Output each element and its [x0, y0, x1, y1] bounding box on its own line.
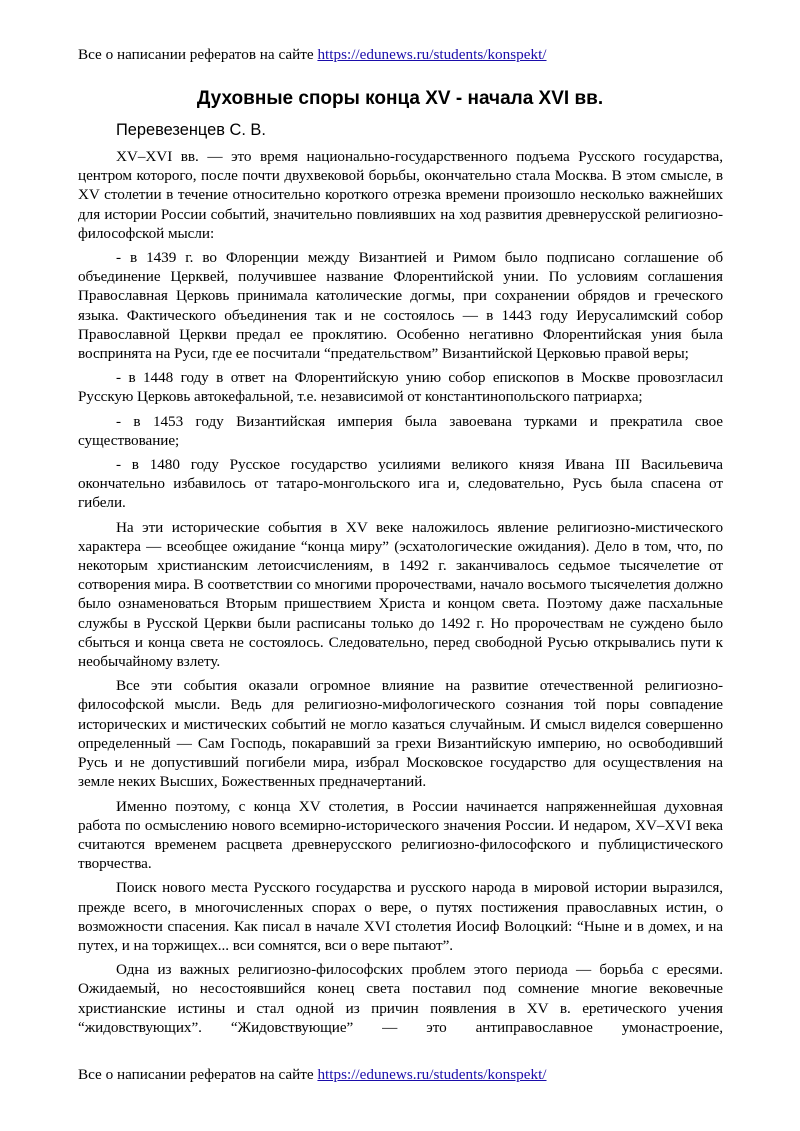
paragraph: Все эти события оказали огромное влияние на развитие отечественной религиозно-философской мысли. Ведь для религиозно-мифологического сознания той поры совпадение исторических и мистических событий не могло казаться случайным. И смысл виделся совершенно определенный — Сам Господь, покаравший за грехи Византийскую империю, но освободивший Русь и не допустивший погибели мира, избрал Московское государство для осуществления на земле неких Высших, Божественных предначертаний.	[78, 677, 723, 791]
header-line	[78, 45, 547, 64]
paragraph: Именно поэтому, с конца XV столетия, в России начинается напряженнейшая духовная работа по осмыслению нового всемирно-исторического значения России. И недаром, XV–XVI века считаются временем расцвета древнерусского религиозно-философского и публицистического творчества.	[78, 797, 723, 873]
paragraph: На эти исторические события в XV веке наложилось явление религиозно-мистического характера — всеобщее ожидание “конца миру” (эсхатологические ожидания). Дело в том, что, по некоторым христианским летоисчислениям, в 1492 г. заканчивалось седьмое тысячелетие от сотворения мира. В соответствии со многими пророчествами, начало восьмого тысячелетия должно было ознаменоваться Вторым пришествием Христа и концом света. Поэтому даже пасхальные службы в Русской Церкви были расписаны только до 1492 г. Но пророчествам не суждено было сбыться и конца света не состоялось. Следовательно, перед свободной Русью открывались пути к необычайному взлету.	[78, 518, 723, 671]
footer-prefix: Все о написании рефератов на сайте	[78, 1066, 318, 1083]
document-body	[78, 147, 723, 1042]
list-item-paragraph: - в 1453 году Византийская империя была завоевана турками и прекратила свое существование;	[78, 412, 723, 449]
paragraph: XV–XVI вв. — это время национально-государственного подъема Русского государства, центром которого, после почти двухвековой борьбы, окончательно стала Москва. В этом смысле, в XV столетии в течение относительно короткого отрезка времени произошло несколько важнейших для истории России событий, значительно повлиявших на ход развития древнерусской религиозно-философской мысли:	[78, 148, 723, 242]
paragraph: Одна из важных религиозно-философских проблем этого периода — борьба с ересями. Ожидаемый, но несостоявшийся конец света поставил под сомнение многие вековечные христианские истины и стал одной из причин появления в XV в. еретического учения “жидовствующих”. “Жидовствующие” — это антиправославное умонастроение,	[78, 961, 723, 1036]
list-item-paragraph: - в 1480 году Русское государство усилиями великого князя Ивана III Васильевича окончательно избавилось от татаро-монгольского ига и, следовательно, Русь была спасена от гибели.	[78, 456, 723, 512]
document-title: Духовные споры конца XV - начала XVI вв.	[196, 88, 604, 109]
footer-line	[78, 1065, 547, 1084]
header-prefix: Все о написании рефератов на сайте	[78, 46, 318, 63]
header-link[interactable]: https://edunews.ru/students/konspekt/	[317, 46, 547, 63]
paragraph: Поиск нового места Русского государства и русского народа в мировой истории выразился, прежде всего, в многочисленных спорах о вере, о путях постижения православных истин, о возможности спасения. Как писал в начале XVI столетия Иосиф Волоцкий: “Ныне и в домех, и на путех, и на торжищех... вси сомнятся, вси о вере пытают”.	[78, 879, 723, 954]
list-item-paragraph: - в 1448 году в ответ на Флорентийскую унию собор епископов в Москве провозгласил Русскую Церковь автокефальной, т.е. независимой от константинопольского патриарха;	[78, 369, 723, 406]
document-author: Перевезенцев С. В.	[116, 121, 266, 139]
list-item-paragraph: - в 1439 г. во Флоренции между Византией и Римом было подписано соглашение об объединение Церквей, получившее название Флорентийской унии. По условиям соглашения Православная Церковь принимала католические догмы, при сохранении обрядов и греческого языка. Фактического объединения так и не состоялось — в 1443 году Иерусалимский собор Православной Церкви предал ее проклятию. Особенно негативно Флорентийская уния была воспринята на Руси, где ее посчитали “предательством” Византийской Церковью правой веры;	[78, 249, 723, 363]
footer-link[interactable]: https://edunews.ru/students/konspekt/	[317, 1066, 547, 1083]
